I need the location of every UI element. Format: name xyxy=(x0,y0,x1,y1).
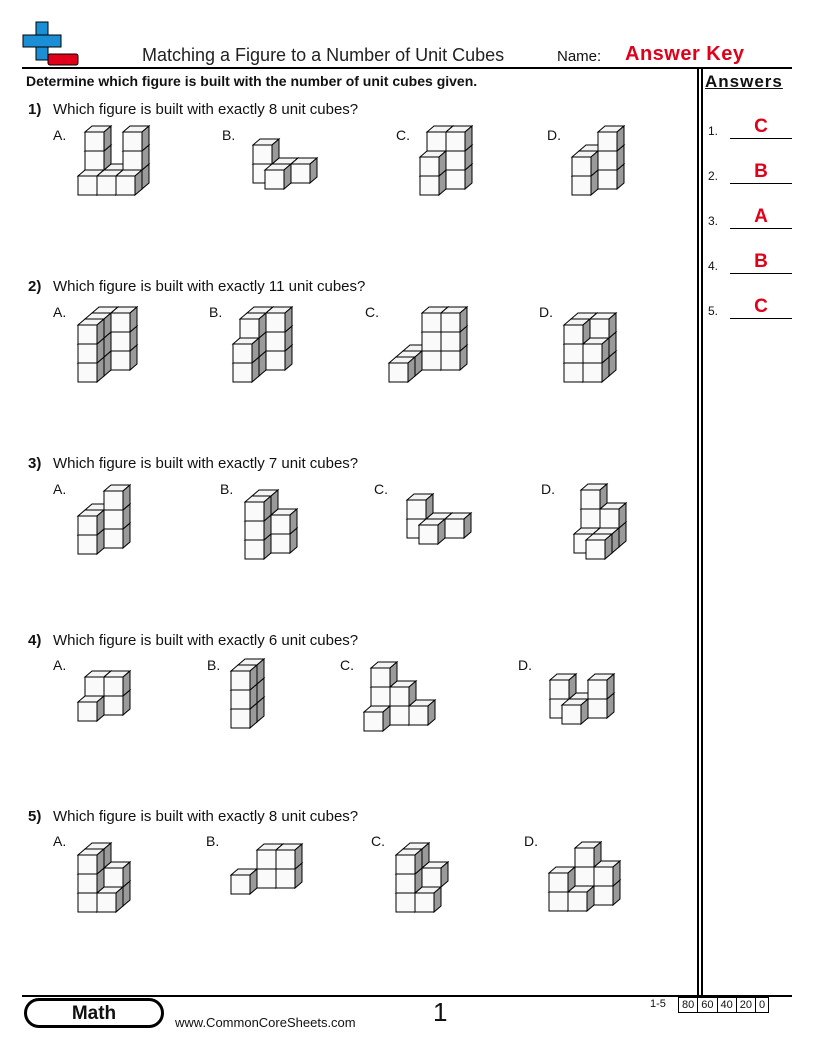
unit-cube xyxy=(415,887,441,912)
unit-cube xyxy=(594,861,620,886)
unit-cube xyxy=(396,849,422,874)
score-cell: 0 xyxy=(756,998,769,1013)
unit-cube xyxy=(123,126,149,151)
answer-key-label: Answer Key xyxy=(625,43,745,65)
unit-cube xyxy=(590,313,616,338)
option-label: B. xyxy=(206,833,220,849)
unit-cube xyxy=(568,886,594,911)
cube-figure-5a xyxy=(76,829,141,914)
question-number: 1) xyxy=(28,101,42,118)
question-text: Which figure is built with exactly 8 unit cubes? xyxy=(53,101,359,118)
option-label: C. xyxy=(371,833,385,849)
score-cell: 80 xyxy=(679,998,698,1013)
question-number: 4) xyxy=(28,632,42,649)
cube-figure-2c xyxy=(387,299,462,384)
answer-value: C xyxy=(754,296,768,317)
cube-figure-3c xyxy=(398,486,478,546)
score-table xyxy=(678,997,769,1013)
question-text: Which figure is built with exactly 8 unit cubes? xyxy=(53,808,359,825)
unit-cube xyxy=(409,700,435,725)
unit-cube xyxy=(104,671,130,696)
subject-badge: Math xyxy=(24,998,164,1028)
answer-value: C xyxy=(754,116,768,137)
option-label: B. xyxy=(209,304,223,320)
answer-number: 4. xyxy=(708,259,719,273)
commoncoresheets-logo xyxy=(22,20,80,68)
unit-cube xyxy=(85,126,111,151)
answer-number: 2. xyxy=(708,169,719,183)
option-label: B. xyxy=(207,657,221,673)
unit-cube xyxy=(104,862,130,887)
unit-cube xyxy=(271,509,297,534)
website-link[interactable]: www.CommonCoreSheets.com xyxy=(175,1015,356,1030)
footer-divider xyxy=(22,995,792,997)
sidebar-divider xyxy=(697,67,699,995)
cube-figure-4a xyxy=(76,663,136,723)
answer-value: B xyxy=(754,161,768,182)
unit-cube xyxy=(276,844,302,869)
unit-cube xyxy=(586,534,612,559)
unit-cube xyxy=(389,357,415,382)
score-range-label: 1-5 xyxy=(650,998,666,1010)
cube-figure-4d xyxy=(541,661,626,726)
unit-cube xyxy=(581,484,607,509)
unit-cube xyxy=(231,869,257,894)
option-label: D. xyxy=(547,127,561,143)
unit-cube xyxy=(562,699,588,724)
unit-cube xyxy=(564,319,590,344)
option-label: C. xyxy=(396,127,410,143)
instructions: Determine which figure is built with the number of unit cubes given. xyxy=(26,73,478,89)
cube-figure-4c xyxy=(362,653,432,733)
unit-cube xyxy=(575,842,601,867)
score-cell: 40 xyxy=(717,998,736,1013)
unit-cube xyxy=(583,338,609,363)
answer-line xyxy=(730,138,792,139)
unit-cube xyxy=(549,867,575,892)
sidebar-divider xyxy=(701,67,703,995)
cube-figure-5c xyxy=(394,829,444,914)
question-number: 2) xyxy=(28,278,42,295)
unit-cube xyxy=(245,496,271,521)
option-label: A. xyxy=(53,657,67,673)
unit-cube xyxy=(420,151,446,176)
unit-cube xyxy=(231,665,257,690)
unit-cube xyxy=(446,126,472,151)
answers-title: Answers xyxy=(705,72,783,91)
option-label: B. xyxy=(222,127,236,143)
name-label: Name: xyxy=(557,48,602,65)
option-label: B. xyxy=(220,481,234,497)
cube-figure-1c xyxy=(418,122,478,197)
unit-cube xyxy=(265,164,291,189)
cube-figure-3d xyxy=(565,476,630,561)
unit-cube xyxy=(116,170,142,195)
unit-cube xyxy=(291,158,317,183)
answer-number: 1. xyxy=(708,124,719,138)
cube-figure-1a xyxy=(76,122,146,197)
cube-figure-2b xyxy=(231,299,291,384)
unit-cube xyxy=(78,696,104,721)
cube-figure-4b xyxy=(229,655,269,730)
cube-figure-2d xyxy=(562,299,632,384)
option-label: A. xyxy=(53,127,67,143)
unit-cube xyxy=(419,519,445,544)
answer-line xyxy=(730,228,792,229)
unit-cube xyxy=(104,485,130,510)
option-label: D. xyxy=(518,657,532,673)
option-label: D. xyxy=(541,481,555,497)
unit-cube xyxy=(441,307,467,332)
answer-line xyxy=(730,273,792,274)
worksheet-title: Matching a Figure to a Number of Unit Cubes xyxy=(142,45,505,65)
header-divider xyxy=(22,67,792,69)
question-text: Which figure is built with exactly 11 unit cubes? xyxy=(53,278,366,295)
unit-cube xyxy=(240,313,266,338)
cube-figure-5d xyxy=(547,833,627,913)
cube-figure-5b xyxy=(229,841,299,896)
unit-cube xyxy=(364,706,390,731)
option-label: C. xyxy=(374,481,388,497)
cube-figure-1b xyxy=(244,126,314,191)
unit-cube xyxy=(407,494,433,519)
unit-cube xyxy=(445,513,471,538)
unit-cube xyxy=(390,681,416,706)
cube-figure-3b xyxy=(243,476,308,561)
answer-value: B xyxy=(754,251,768,272)
option-label: C. xyxy=(365,304,379,320)
unit-cube xyxy=(422,862,448,887)
unit-cube xyxy=(550,674,576,699)
answer-number: 3. xyxy=(708,214,719,228)
answer-value: A xyxy=(754,206,768,227)
score-cell: 60 xyxy=(698,998,717,1013)
answer-number: 5. xyxy=(708,304,719,318)
question-number: 3) xyxy=(28,455,42,472)
unit-cube xyxy=(598,126,624,151)
cube-figure-3a xyxy=(76,476,146,556)
question-text: Which figure is built with exactly 7 unit cubes? xyxy=(53,455,359,472)
unit-cube xyxy=(371,662,397,687)
unit-cube xyxy=(78,510,104,535)
option-label: A. xyxy=(53,833,67,849)
cube-figure-1d xyxy=(570,122,630,197)
option-label: A. xyxy=(53,304,67,320)
unit-cube xyxy=(266,307,292,332)
cube-figure-2a xyxy=(76,299,136,384)
option-label: C. xyxy=(340,657,354,673)
unit-cube xyxy=(78,849,104,874)
option-label: A. xyxy=(53,481,67,497)
unit-cube xyxy=(600,503,626,528)
option-label: D. xyxy=(539,304,553,320)
unit-cube xyxy=(111,307,137,332)
page-number: 1 xyxy=(433,997,448,1027)
unit-cube xyxy=(97,887,123,912)
unit-cube xyxy=(588,674,614,699)
question-text: Which figure is built with exactly 6 unit cubes? xyxy=(53,632,359,649)
answer-line xyxy=(730,183,792,184)
unit-cube xyxy=(233,338,259,363)
option-label: D. xyxy=(524,833,538,849)
score-cell: 20 xyxy=(736,998,755,1013)
unit-cube xyxy=(253,139,279,164)
unit-cube xyxy=(78,319,104,344)
question-number: 5) xyxy=(28,808,42,825)
unit-cube xyxy=(572,151,598,176)
answer-line xyxy=(730,318,792,319)
